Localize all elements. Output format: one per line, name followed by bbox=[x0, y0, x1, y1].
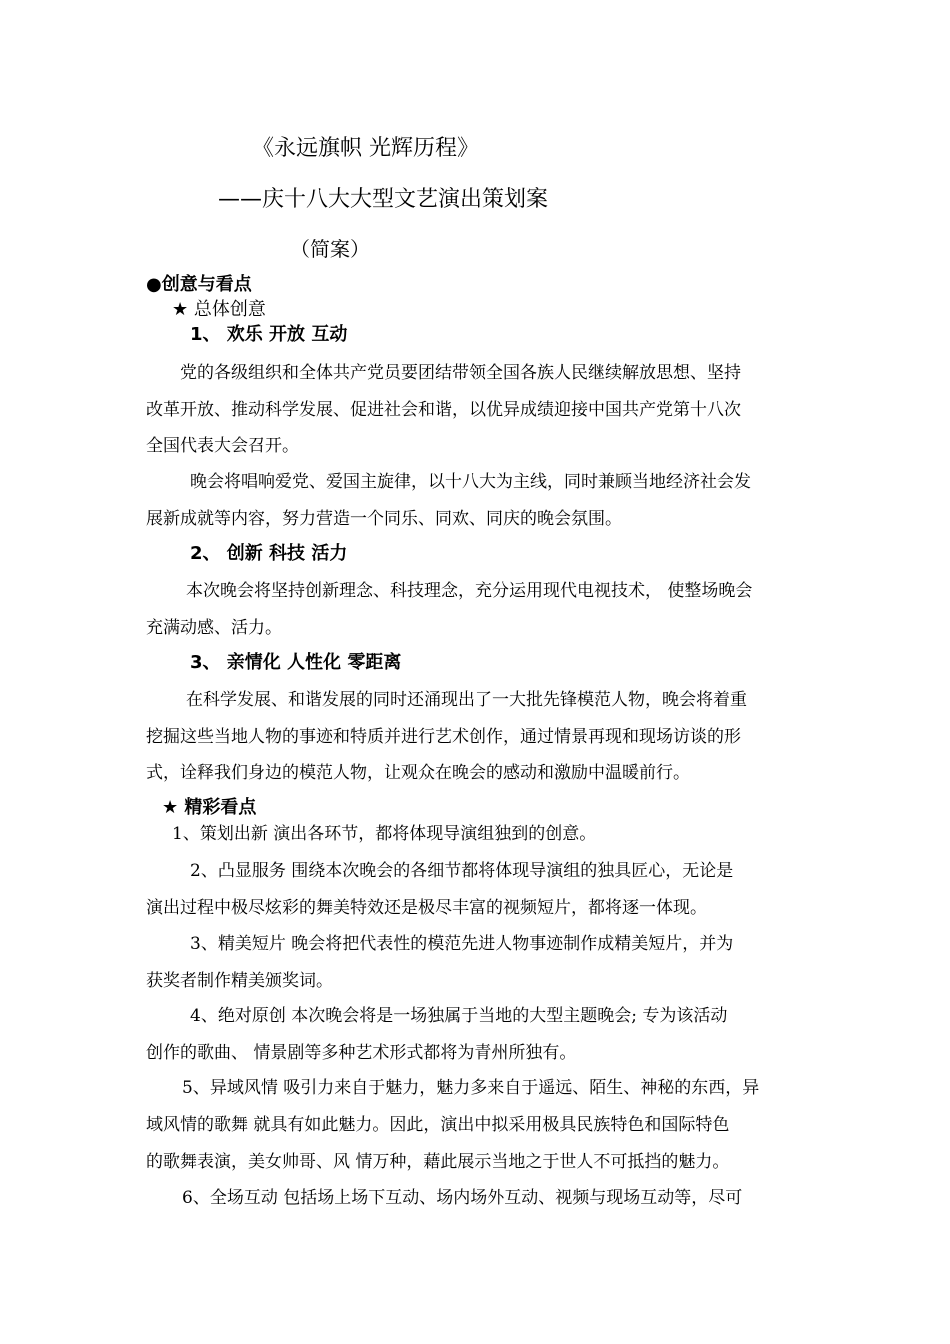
paragraph-line: 本次晚会将坚持创新理念、科技理念，充分运用现代电视技术， 使整场晚会 bbox=[186, 581, 753, 601]
paragraph-line: 域风情的歌舞 就具有如此魅力。因此，演出中拟采用极具民族特色和国际特色 bbox=[146, 1115, 730, 1135]
paragraph-line: 充满动感、活力。 bbox=[146, 618, 282, 638]
paragraph-line: 5、异域风情 吸引力来自于魅力，魅力多来自于遥远、陌生、神秘的东西，异 bbox=[182, 1078, 760, 1098]
section-heading-creative: ●创意与看点 bbox=[146, 274, 252, 295]
paragraph-line: 创作的歌曲、 情景剧等多种艺术形式都将为青州所独有。 bbox=[146, 1043, 577, 1063]
paragraph-line: 在科学发展、和谐发展的同时还涌现出了一大批先锋模范人物，晚会将着重 bbox=[186, 690, 747, 710]
subsection-overall-creative: ★ 总体创意 bbox=[172, 299, 266, 320]
paragraph-line: 演出过程中极尽炫彩的舞美特效还是极尽丰富的视频短片，都将逐一体现。 bbox=[146, 898, 707, 918]
paragraph-line: 3、精美短片 晚会将把代表性的模范先进人物事迹制作成精美短片，并为 bbox=[190, 934, 734, 954]
document-title: 《永远旗帜 光辉历程》 bbox=[252, 136, 479, 161]
highlight-item-1: 1、策划出新 演出各环节，都将体现导演组独到的创意。 bbox=[172, 824, 597, 844]
section-heading-highlights: ★ 精彩看点 bbox=[162, 797, 257, 818]
document-note: （简案） bbox=[290, 237, 370, 261]
paragraph-line: 挖掘这些当地人物的事迹和特质并进行艺术创作，通过情景再现和现场访谈的形 bbox=[146, 727, 741, 747]
paragraph-line: 式，诠释我们身边的模范人物，让观众在晚会的感动和激励中温暖前行。 bbox=[146, 763, 690, 783]
paragraph-line: 获奖者制作精美颁奖词。 bbox=[146, 971, 333, 991]
item-heading-3: 3、 亲情化 人性化 零距离 bbox=[190, 652, 402, 673]
document-subtitle: ——庆十八大大型文艺演出策划案 bbox=[218, 187, 549, 212]
paragraph-line: 的歌舞表演，美女帅哥、风 情万种，藉此展示当地之于世人不可抵挡的魅力。 bbox=[146, 1152, 730, 1172]
paragraph-line: 展新成就等内容，努力营造一个同乐、同欢、同庆的晚会氛围。 bbox=[146, 509, 622, 529]
paragraph-line: 改革开放、推动科学发展、促进社会和谐，以优异成绩迎接中国共产党第十八次 bbox=[146, 400, 741, 420]
item-heading-1: 1、 欢乐 开放 互动 bbox=[190, 324, 348, 345]
paragraph-line: 6、全场互动 包括场上场下互动、场内场外互动、视频与现场互动等，尽可 bbox=[182, 1188, 743, 1208]
paragraph-line: 2、凸显服务 围绕本次晚会的各细节都将体现导演组的独具匠心，无论是 bbox=[190, 861, 734, 881]
item-heading-2: 2、 创新 科技 活力 bbox=[190, 543, 348, 564]
paragraph-line: 党的各级组织和全体共产党员要团结带领全国各族人民继续解放思想、坚持 bbox=[180, 363, 741, 383]
paragraph-line: 全国代表大会召开。 bbox=[146, 436, 299, 456]
paragraph-line: 晚会将唱响爱党、爱国主旋律，以十八大为主线，同时兼顾当地经济社会发 bbox=[190, 472, 751, 492]
paragraph-line: 4、绝对原创 本次晚会将是一场独属于当地的大型主题晚会; 专为该活动 bbox=[190, 1006, 728, 1026]
